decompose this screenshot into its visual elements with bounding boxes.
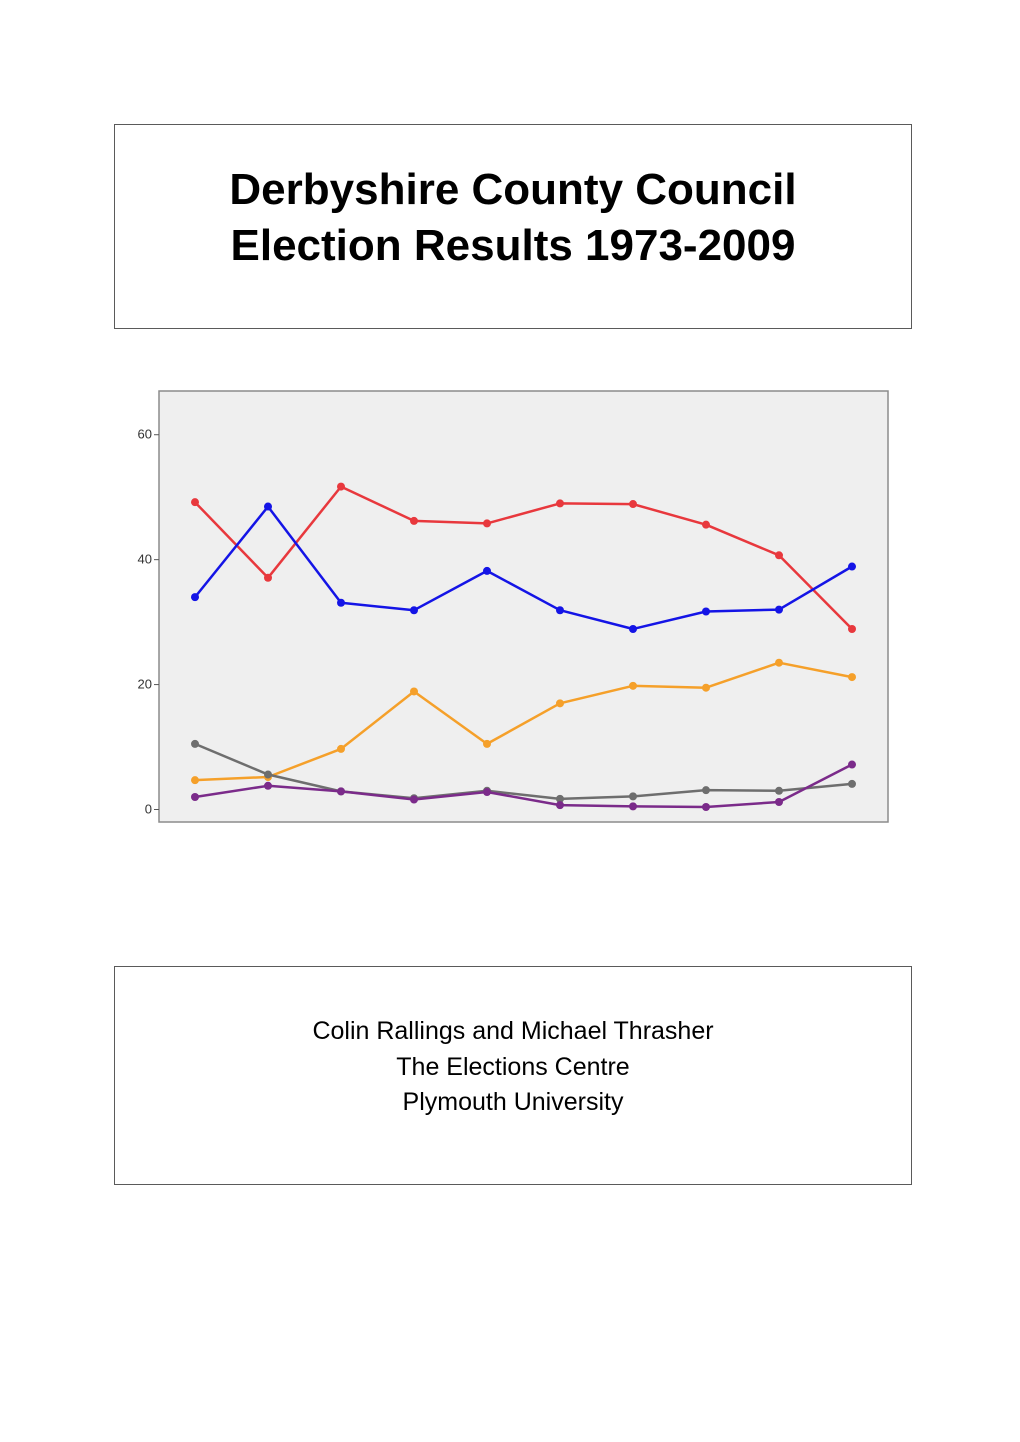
series-2-point [702,607,710,615]
y-tick-label: 0 [144,801,152,817]
document-title-line-1: Derbyshire County Council [229,165,797,214]
series-5-point [337,787,345,795]
author-names: Colin Rallings and Michael Thrasher [312,1017,714,1045]
series-1-point [775,551,783,559]
series-4-point [191,740,199,748]
series-4-point [629,792,637,800]
chart [120,385,900,830]
series-5-point [629,802,637,810]
y-tick-label: 60 [137,426,152,442]
series-3-point [848,673,856,681]
series-5-point [191,793,199,801]
series-1-point [264,574,272,582]
author-box [114,966,912,1185]
series-5-point [702,803,710,811]
series-4-point [702,786,710,794]
series-2-point [775,606,783,614]
series-3-point [702,684,710,692]
series-2-point [264,503,272,511]
series-1-point [702,521,710,529]
line-chart [120,385,900,830]
series-3-point [629,682,637,690]
series-3-point [556,699,564,707]
series-5-point [556,801,564,809]
series-2-point [191,593,199,601]
series-3-point [775,659,783,667]
series-1-point [191,498,199,506]
author-institution: Plymouth University [402,1088,624,1116]
document-title-line-2: Election Results 1973-2009 [230,221,796,270]
series-4-point [848,780,856,788]
series-2-point [556,606,564,614]
series-5-point [264,782,272,790]
series-1-point [629,500,637,508]
series-5-point [848,761,856,769]
series-1-point [848,625,856,633]
series-3-point [410,687,418,695]
y-tick-label: 20 [137,676,152,692]
series-1-point [337,483,345,491]
series-2-point [629,625,637,633]
series-2-point [410,606,418,614]
series-2-point [848,563,856,571]
series-4-point [775,787,783,795]
series-3-point [191,776,199,784]
series-4-point [264,771,272,779]
series-3-point [483,740,491,748]
series-2-point [483,567,491,575]
author-organization: The Elections Centre [396,1053,630,1081]
series-5-point [483,788,491,796]
title-box [114,124,912,329]
y-tick-label: 40 [137,551,152,567]
series-3-point [337,745,345,753]
series-1-point [410,517,418,525]
series-2-point [337,599,345,607]
series-5-point [410,796,418,804]
series-5-point [775,798,783,806]
series-1-point [556,499,564,507]
series-1-point [483,519,491,527]
